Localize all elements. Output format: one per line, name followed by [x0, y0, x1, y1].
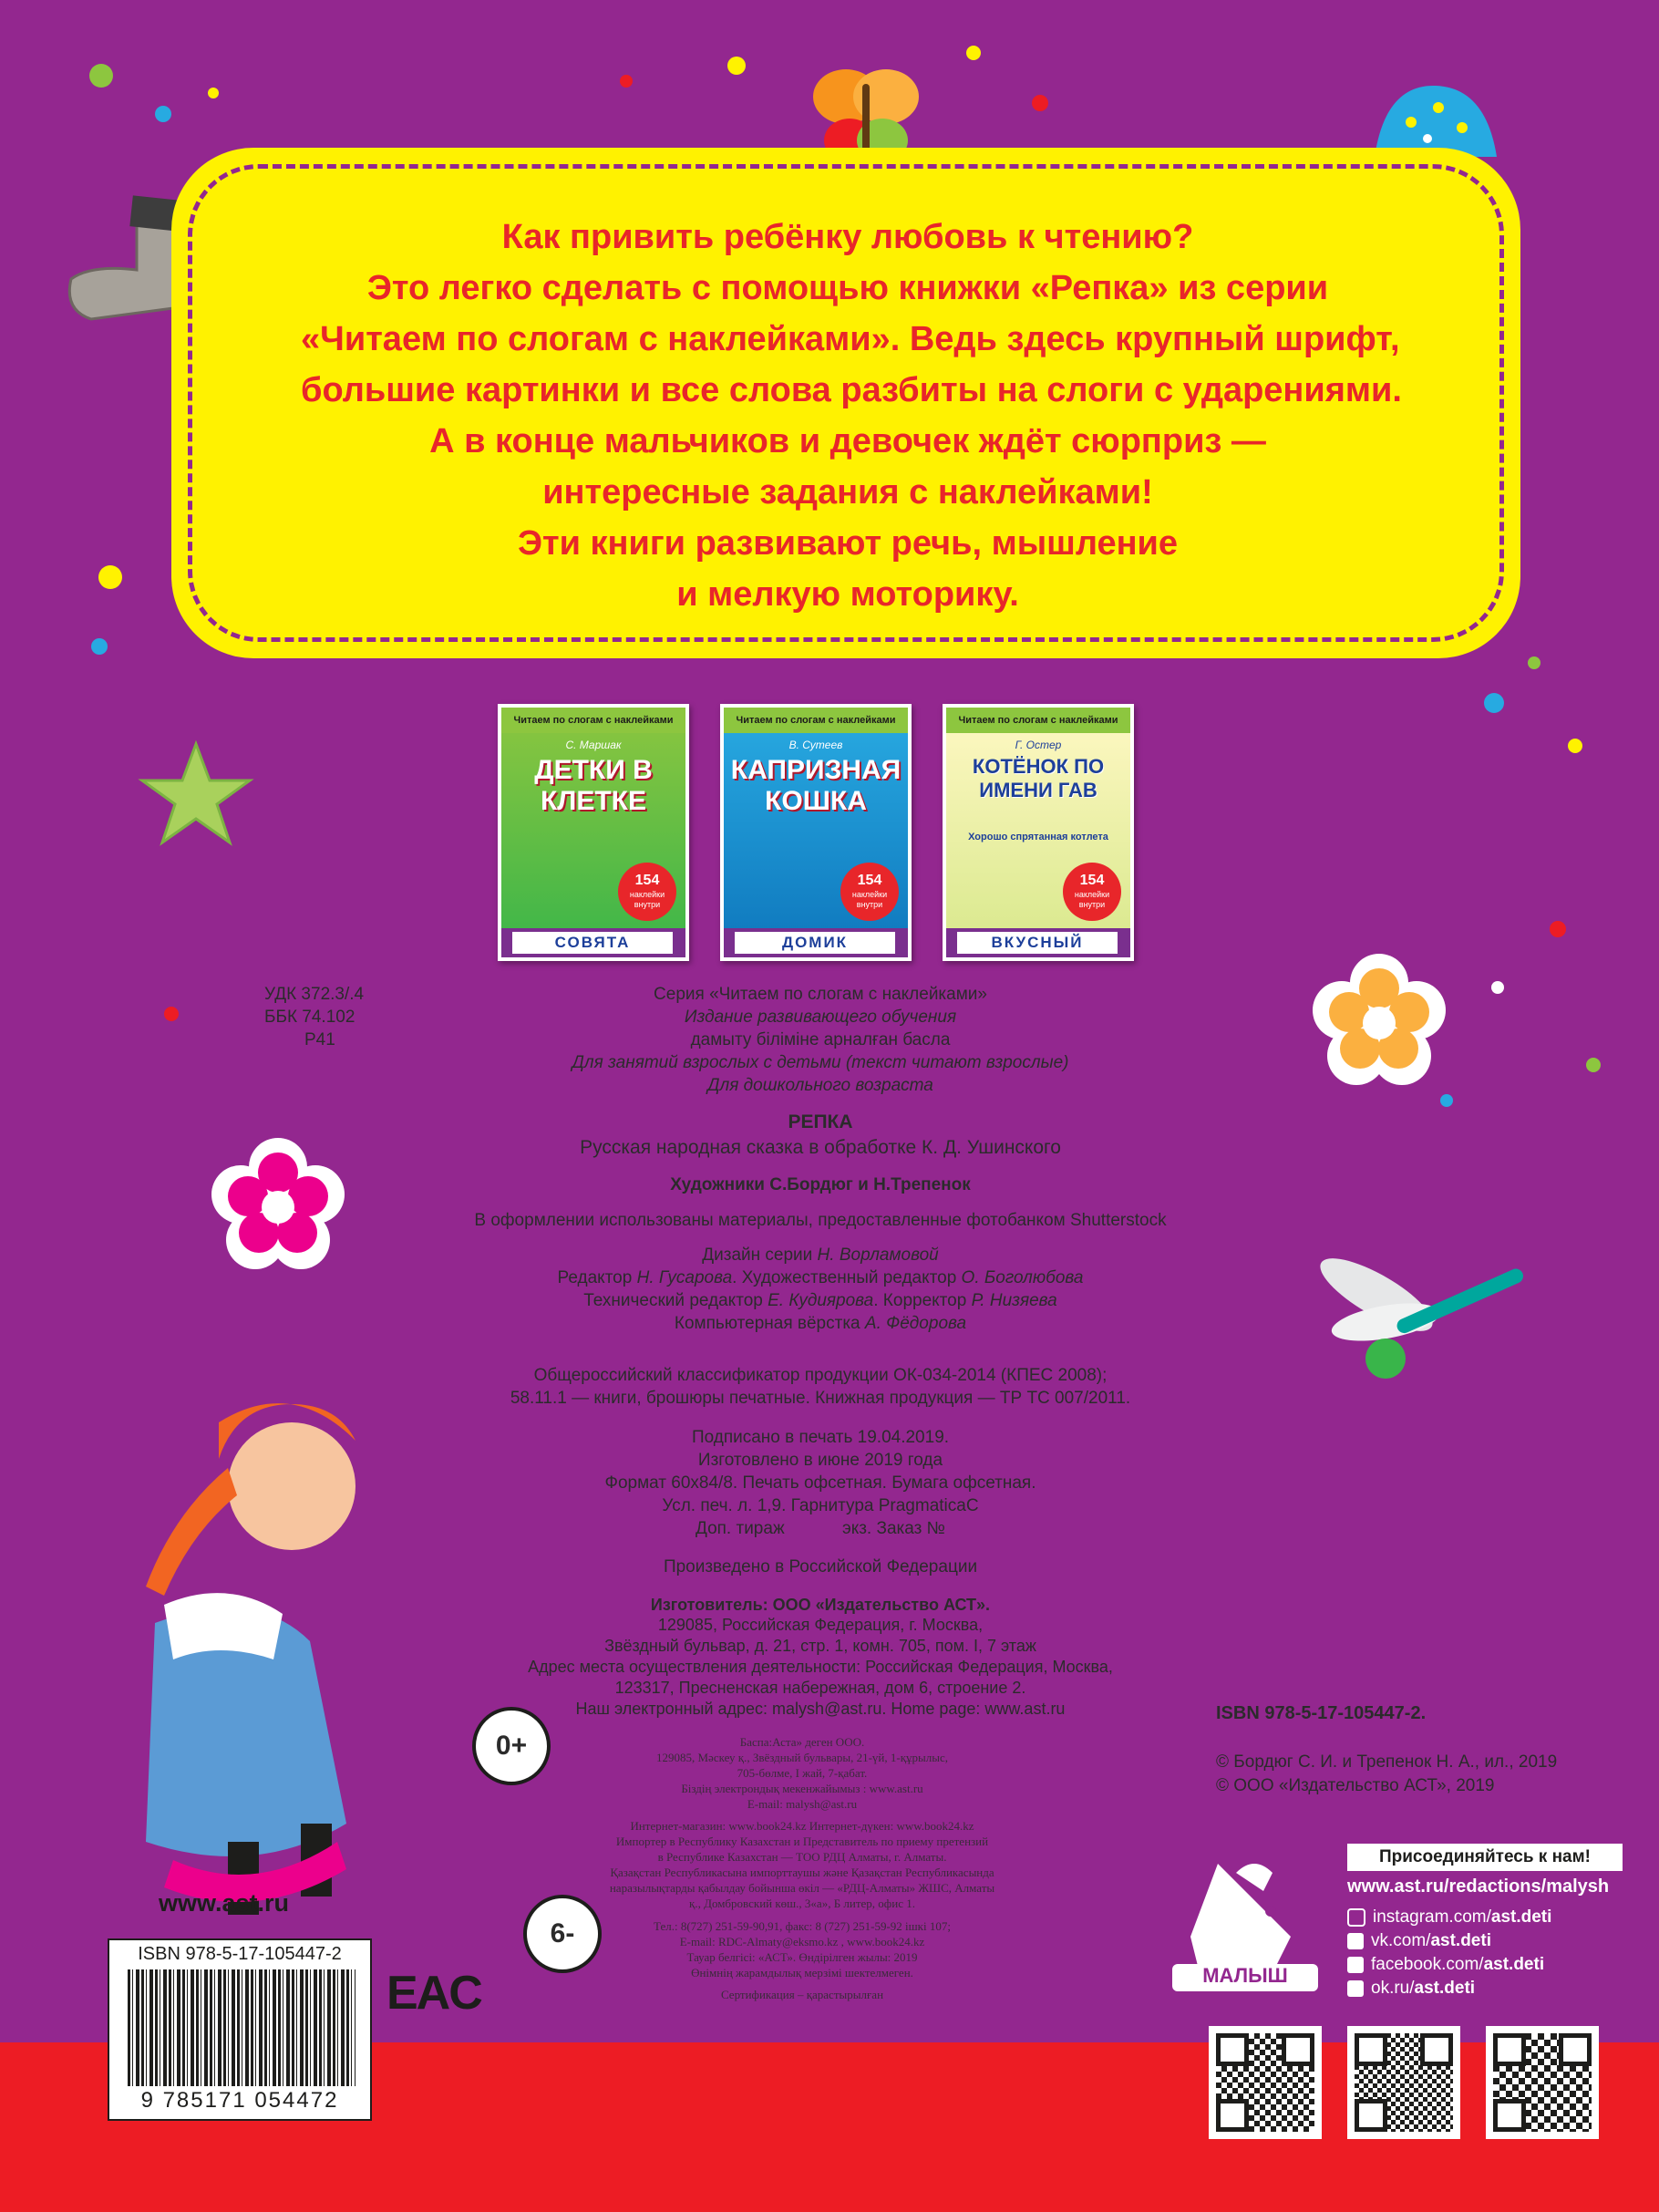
photobank-line: В оформлении использованы материалы, предоставленные фотобанком Shutterstock — [474, 1211, 1167, 1230]
cover-footer-word: ДОМИК — [735, 932, 895, 954]
cover-author: С. Маршак — [565, 739, 622, 751]
cover-detki-v-kletke — [498, 704, 689, 961]
cover-series-label: Читаем по слогам с наклейками — [946, 708, 1130, 733]
editor-credit: Редактор Н. Гусарова. Художественный редактор О. Боголюбова — [557, 1268, 1084, 1287]
kz-line: Өнімнің жарамдылық мерзімі шектелмеген. — [691, 1966, 913, 1979]
join-banner: Присоединяйтесь к нам! — [1347, 1844, 1623, 1871]
website: www.ast.ru — [159, 1889, 290, 1917]
sticker-badge: 154 наклейки внутри — [840, 863, 899, 921]
kz-line: Сертификация – қарастырылған — [720, 1988, 884, 2001]
cover-kapriznaya-koshka — [720, 704, 912, 961]
classifier-line-1: Общероссийский классификатор продукции ОК-034-2014 (КПЕС 2008); — [533, 1366, 1108, 1385]
promo-line: А в конце мальчиков и девочек ждёт сюрприз — — [429, 422, 1266, 460]
star-illustration — [137, 739, 255, 848]
promo-line: и мелкую моторику. — [676, 575, 1019, 614]
cover-title: КАПРИЗНАЯ КОШКА — [730, 755, 902, 816]
instagram-icon — [1347, 1908, 1365, 1927]
cover-author: Г. Остер — [1015, 739, 1062, 751]
cover-series-label: Читаем по слогам с наклейками — [724, 708, 908, 733]
copyright-1: © Бордюг С. И. и Трепенок Н. А., ил., 2019 — [1216, 1752, 1558, 1772]
kz-line: Импортер в Республику Казахстан и Представитель по приему претензий — [615, 1835, 989, 1848]
qr-code-3[interactable] — [1486, 2026, 1599, 2139]
address-line-2: Звёздный бульвар, д. 21, стр. 1, комн. 705, пом. I, 7 этаж — [604, 1637, 1036, 1655]
artists-line: Художники С.Бордюг и Н.Трепенок — [670, 1175, 971, 1194]
qr-code-2[interactable] — [1347, 2026, 1460, 2139]
bbk-code: ББК 74.102 — [264, 1008, 356, 1027]
isbn-right: ISBN 978-5-17-105447-2. — [1216, 1703, 1427, 1723]
produced-line: Произведено в Российской Федерации — [663, 1557, 978, 1576]
kz-line: Тел.: 8(727) 251-59-90,91, факс: 8 (727) 251-59-92 ішкі 107; — [654, 1919, 951, 1933]
promo-line: Эти книги развивают речь, мышление — [517, 524, 1179, 563]
promo-line: Это легко сделать с помощью книжки «Репка» из серии — [366, 269, 1329, 307]
book-title: РЕПКА — [788, 1111, 853, 1132]
signed-line: Подписано в печать 19.04.2019. — [691, 1428, 950, 1447]
kz-line: қ., Домбровский көш., 3«а», Б литер, офис 1. — [689, 1897, 915, 1910]
social-link-facebook[interactable]: facebook.com/ast.deti — [1347, 1955, 1544, 1975]
kz-line: E-mail: malysh@ast.ru — [747, 1797, 858, 1811]
dragonfly-illustration — [1313, 1258, 1550, 1413]
malysh-logo-text: МАЛЫШ — [1202, 1964, 1288, 1987]
kz-line: наразылықтарды қабылдау бойынша өкіл — «РДЦ-Алматы» ЖШС, Алматы — [609, 1881, 995, 1895]
promo-line: Как привить ребёнку любовь к чтению? — [501, 218, 1194, 256]
promo-line: «Читаем по слогам с наклейками». Ведь здесь крупный шрифт, — [301, 320, 1400, 358]
kz-line: в Республике Казахстан — ТОО РДЦ Алматы, г. Алматы. — [657, 1850, 947, 1864]
address-line-3: Адрес места осуществления деятельности: Российская Федерация, Москва, — [528, 1658, 1113, 1676]
promo-text — [301, 212, 1402, 620]
age-mark-6: 6- — [523, 1895, 602, 1973]
cover-title: ДЕТКИ В КЛЕТКЕ — [534, 755, 653, 816]
eac-mark: EAC — [386, 1967, 481, 2020]
facebook-icon — [1347, 1957, 1364, 1973]
site-url[interactable]: www.ast.ru/redactions/malysh — [1347, 1876, 1610, 1897]
promo-line: интересные задания с наклейками! — [542, 473, 1153, 512]
sticker-badge: 154 наклейки внутри — [618, 863, 676, 921]
copyright-2: © ООО «Издательство АСТ», 2019 — [1216, 1776, 1495, 1795]
kz-line: Қазақстан Республикасына импорттаушы және Қазақстан Республикасында — [610, 1866, 994, 1879]
kz-line: Баспа:Аста» деген ООО. — [739, 1735, 865, 1749]
cover-series-label: Читаем по слогам с наклейками — [501, 708, 685, 733]
barcode-isbn: ISBN 978-5-17-105447-2 — [138, 1944, 342, 1964]
barcode-bars — [128, 1969, 356, 2086]
social-link-vk[interactable]: vk.com/ast.deti — [1347, 1931, 1491, 1951]
flower-illustration — [1311, 954, 1448, 1090]
promo-line: большие картинки и все слова разбиты на слоги с ударениями. — [301, 371, 1402, 409]
layout-credit: Компьютерная вёрстка А. Фёдорова — [674, 1314, 967, 1333]
classifier-line-2: 58.11.1 — книги, брошюры печатные. Книжная продукция — ТР ТС 007/2011. — [510, 1389, 1131, 1408]
kz-line: Тауар белгісі: «АСТ». Өндірілген жылы: 2019 — [686, 1950, 918, 1964]
cover-title: КОТЁНОК ПО ИМЕНИ ГАВ — [972, 755, 1105, 801]
qr-code-1[interactable] — [1209, 2026, 1322, 2139]
kz-line: 129085, Мәскеу қ., Звёздный бульвары, 21-үй, 1-құрылыс, — [655, 1751, 949, 1764]
run-line: Доп. тираж экз. Заказ № — [696, 1519, 945, 1538]
cover-author: В. Сутеев — [788, 739, 843, 751]
barcode-digits: 9 785171 054472 — [140, 2088, 339, 2113]
sticker-badge: 154 наклейки внутри — [1063, 863, 1121, 921]
made-line: Изготовлено в июне 2019 года — [697, 1451, 943, 1470]
age-mark-0plus: 0+ — [472, 1707, 551, 1785]
cover-kotenok-gav — [943, 704, 1134, 961]
kz-line: E-mail: RDC-Almaty@eksmo.kz , www.book24.kz — [679, 1935, 925, 1948]
adults-line: Для занятий взрослых с детьми (текст читают взрослые) — [572, 1053, 1069, 1072]
pink-flower-illustration — [210, 1138, 346, 1275]
cover-subtitle: Хорошо спрятанная котлета — [968, 832, 1108, 842]
cover-footer-word: СОВЯТА — [512, 932, 673, 954]
kz-line: Интернет-магазин: www.book24.kz Интернет-дүкен: www.book24.kz — [630, 1819, 974, 1833]
book-subtitle: Русская народная сказка в обработке К. Д. Ушинского — [580, 1137, 1061, 1158]
address-line-1: 129085, Российская Федерация, г. Москва, — [657, 1616, 984, 1634]
udk-code: УДК 372.3/.4 — [264, 985, 365, 1004]
kz-line: Біздің электрондық мекенжайымыз : www.ast.ru — [681, 1782, 923, 1795]
social-link-ok[interactable]: ok.ru/ast.deti — [1347, 1979, 1475, 1999]
ok-icon — [1347, 1980, 1364, 1997]
address-line-5: Наш электронный адрес: malysh@ast.ru. Home page: www.ast.ru — [575, 1700, 1066, 1718]
address-line-4: 123317, Пресненская набережная, дом 6, строение 2. — [614, 1679, 1026, 1697]
barcode-box — [108, 1938, 372, 2121]
sheets-line: Усл. печ. л. 1,9. Гарнитура PragmaticaC — [662, 1496, 979, 1515]
kz-edition-line: дамыту біліміне арналған басла — [690, 1030, 951, 1049]
format-line: Формат 60х84/8. Печать офсетная. Бумага офсетная. — [604, 1473, 1036, 1493]
social-link-instagram[interactable]: instagram.com/ast.deti — [1347, 1907, 1551, 1928]
design-credit: Дизайн серии Н. Ворламовой — [702, 1246, 939, 1265]
vk-icon — [1347, 1933, 1364, 1949]
series-line: Серия «Читаем по слогам с наклейками» — [654, 985, 987, 1004]
manufacturer-line: Изготовитель: ООО «Издательство АСТ». — [650, 1596, 991, 1614]
author-mark: Р41 — [304, 1030, 335, 1049]
kz-line: 705-бөлме, I жай, 7-қабат. — [737, 1766, 868, 1780]
tech-editor-credit: Технический редактор Е. Кудиярова. Корректор Р. Низяева — [583, 1291, 1057, 1310]
preschool-line: Для дошкольного возраста — [707, 1076, 933, 1095]
cover-footer-word: ВКУСНЫЙ — [957, 932, 1118, 954]
edition-line: Издание развивающего обучения — [684, 1008, 957, 1027]
